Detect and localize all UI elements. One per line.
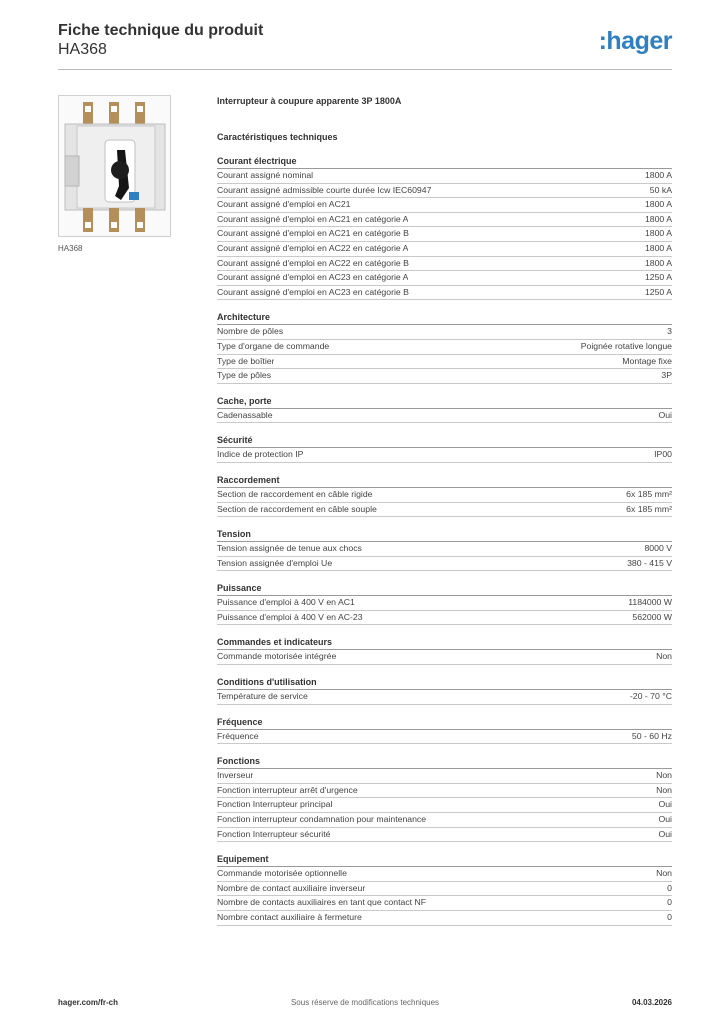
spec-row [217,213,672,228]
footer-date: 04.03.2026 [631,998,672,1007]
spec-label: Courant assigné d'emploi en AC21 en catégorie B [217,228,409,239]
logo-dots-icon: : [598,27,607,55]
spec-row [217,896,672,911]
hager-logo [599,26,672,56]
footer-notice: Sous réserve de modifications techniques [290,998,440,1007]
spec-value: Oui [658,799,672,810]
spec-label: Courant assigné nominal [217,170,314,180]
spec-value: 0 [667,912,672,922]
spec-value: 1250 A [644,272,672,283]
spec-label: Commande motorisée intégrée [217,651,337,662]
logo-text: hager [606,27,672,55]
spec-value: -20 - 70 °C [629,691,672,702]
product-photo [58,95,171,237]
spec-row [217,813,672,828]
spec-section [217,433,672,463]
spec-label: Nombre contact auxiliaire à fermeture [217,912,362,922]
spec-value: 0 [667,882,672,893]
section-title: Courant électrique [217,154,672,169]
spec-value: 8000 V [644,543,672,554]
spec-value: 1250 A [644,286,672,297]
spec-value: 1800 A [644,213,672,224]
section-title: Commandes et indicateurs [217,635,672,650]
spec-content [217,94,672,926]
section-title: Equipement [217,852,672,867]
spec-label: Type de boîtier [217,355,275,366]
spec-value: 50 kA [649,184,672,195]
spec-label: Cadenassable [217,409,273,420]
spec-value: 562000 W [632,611,672,622]
spec-value: 1800 A [644,242,672,253]
spec-label: Fonction interrupteur condamnation pour maintenance [217,814,427,825]
spec-value: Oui [658,409,672,420]
spec-row [217,271,672,286]
spec-label: Courant assigné d'emploi en AC21 [217,199,351,210]
section-title: Sécurité [217,433,672,448]
spec-value: 6x 185 mm² [626,488,672,499]
spec-row [217,503,672,518]
section-title: Raccordement [217,473,672,488]
spec-label: Fonction interrupteur arrêt d'urgence [217,784,358,795]
spec-label: Fonction Interrupteur sécurité [217,828,331,839]
spec-row [217,409,672,424]
spec-label: Température de service [217,691,308,702]
spec-label: Nombre de pôles [217,326,284,337]
spec-sections [217,154,672,926]
product-code: HA368 [58,41,107,58]
spec-row [217,784,672,799]
spec-row [217,882,672,897]
spec-row [217,257,672,272]
spec-label: Type d'organe de commande [217,340,330,351]
spec-row [217,340,672,355]
spec-value: Non [656,770,672,781]
spec-value: 3 [667,326,672,337]
spec-row [217,286,672,301]
spec-value: 380 - 415 V [627,557,672,568]
spec-label: Section de raccordement en câble souple [217,503,377,514]
spec-section [217,675,672,705]
page-footer [58,998,672,1010]
spec-value: 1184000 W [628,597,672,608]
section-title: Architecture [217,310,672,325]
spec-section [217,154,672,300]
spec-label: Nombre de contact auxiliaire inverseur [217,882,366,893]
document-title: Fiche technique du produit [58,22,264,39]
spec-section [217,473,672,517]
spec-value: Non [656,651,672,662]
spec-row [217,325,672,340]
spec-value: Non [656,784,672,795]
spec-section [217,852,672,925]
spec-value: Non [656,868,672,879]
photo-caption: HA368 [58,244,83,253]
spec-label: Courant assigné d'emploi en AC21 en catégorie A [217,213,409,224]
switch-disconnector-illustration [59,96,170,236]
spec-value: Oui [658,814,672,825]
spec-label: Courant assigné d'emploi en AC23 en catégorie B [217,286,409,297]
spec-section [217,581,672,625]
spec-value: Montage fixe [622,355,672,366]
spec-label: Courant assigné d'emploi en AC23 en catégorie A [217,272,409,283]
header-divider [58,69,672,70]
spec-label: Courant assigné admissible courte durée Icw IEC60947 [217,184,432,195]
spec-label: Tension assignée de tenue aux chocs [217,543,362,554]
spec-row [217,828,672,843]
spec-row [217,730,672,745]
spec-row [217,488,672,503]
spec-row [217,355,672,370]
spec-section [217,394,672,424]
tech-heading: Caractéristiques techniques [217,132,338,142]
spec-label: Puissance d'emploi à 400 V en AC-23 [217,611,363,622]
spec-row [217,242,672,257]
spec-value: 1800 A [644,170,672,180]
spec-label: Nombre de contacts auxiliaires en tant que contact NF [217,897,427,908]
spec-row [217,650,672,665]
spec-label: Puissance d'emploi à 400 V en AC1 [217,597,355,608]
spec-label: Courant assigné d'emploi en AC22 en catégorie A [217,242,409,253]
spec-value: 1800 A [644,199,672,210]
spec-row [217,690,672,705]
footer-website: hager.com/fr-ch [58,998,119,1007]
spec-section [217,715,672,745]
spec-label: Type de pôles [217,370,272,381]
spec-row [217,184,672,199]
spec-label: Fonction Interrupteur principal [217,799,333,810]
section-title: Puissance [217,581,672,596]
spec-value: Poignée rotative longue [580,340,672,351]
spec-row [217,611,672,626]
spec-value: 1800 A [644,228,672,239]
page-header [58,22,672,70]
spec-row [217,169,672,184]
spec-row [217,798,672,813]
spec-section [217,635,672,665]
spec-row [217,369,672,384]
spec-row [217,198,672,213]
spec-value: 0 [667,897,672,908]
spec-value: 50 - 60 Hz [631,730,672,741]
spec-section [217,527,672,571]
spec-row [217,557,672,572]
section-title: Fonctions [217,754,672,769]
product-name: Interrupteur à coupure apparente 3P 1800A [217,96,402,106]
spec-label: Courant assigné d'emploi en AC22 en catégorie B [217,257,409,268]
spec-section [217,310,672,383]
spec-label: Commande motorisée optionnelle [217,868,347,879]
spec-label: Fréquence [217,730,259,741]
section-title: Cache, porte [217,394,672,409]
section-title: Conditions d'utilisation [217,675,672,690]
spec-label: Inverseur [217,770,254,781]
spec-value: Oui [658,828,672,839]
spec-value: 3P [661,370,672,381]
spec-value: 1800 A [644,257,672,268]
spec-row [217,448,672,463]
spec-label: Section de raccordement en câble rigide [217,488,373,499]
spec-row [217,911,672,926]
spec-row [217,867,672,882]
section-title: Fréquence [217,715,672,730]
spec-row [217,227,672,242]
spec-label: Tension assignée d'emploi Ue [217,557,333,568]
spec-row [217,769,672,784]
section-title: Tension [217,527,672,542]
spec-row [217,542,672,557]
spec-label: Indice de protection IP [217,449,304,460]
spec-value: IP00 [654,449,672,460]
spec-value: 6x 185 mm² [626,503,672,514]
spec-section [217,754,672,842]
spec-row [217,596,672,611]
